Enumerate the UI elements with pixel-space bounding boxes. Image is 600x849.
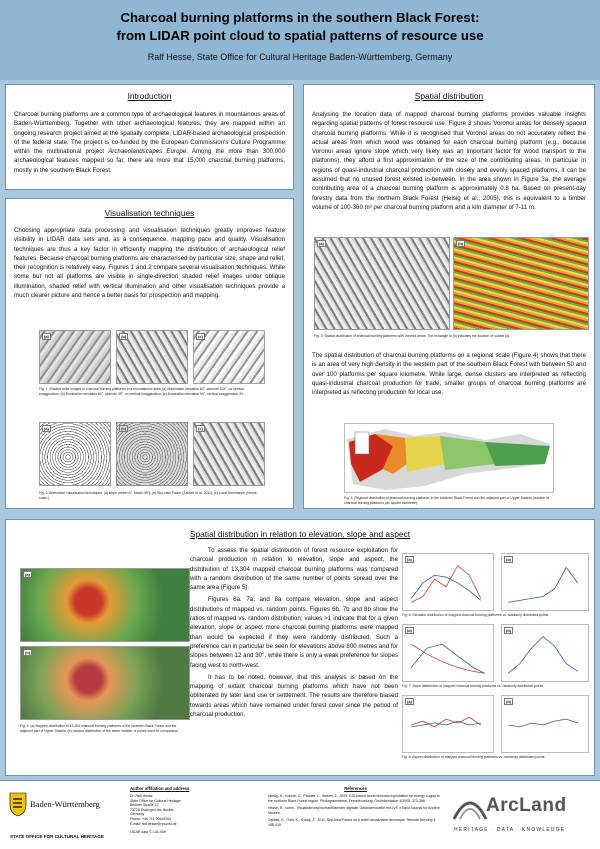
fig5b-map: (b)	[20, 646, 190, 720]
fig8b-chart: (b)	[501, 695, 589, 753]
fig2a-image: (a)	[39, 422, 111, 486]
office-name: STATE OFFICE FOR CULTURAL HERITAGE	[10, 834, 104, 839]
reference-item: Heisig, H., Kohnle, C., Pandes, L., Wetzel, J., 2005. GIS-based forest biomass exploitation for energy supply in the northern Black Forest region. Photogrammetrie, Fernerkundung, Geoinformation 4/2005, 373-386.	[268, 794, 440, 803]
elevation-paragraph-3: It has to be noted, however, that this analysis is based on the mapping of extant charcoal burning platforms which have not been obliterated by later land use or settlement. The results are therefore biased towards areas which have remained under forest cover since the period of charcoal production.	[190, 673, 398, 719]
author-affiliation	[130, 786, 240, 835]
elevation-heading: Spatial distribution in relation to elevation, slope and aspect	[189, 529, 411, 539]
fig7b-line	[502, 625, 588, 681]
fig1c-image: (c)	[193, 330, 265, 384]
fig3b-image: (b)	[453, 237, 589, 330]
poster-title	[0, 0, 600, 45]
fig2c-image: (c)	[193, 422, 265, 486]
bw-logo-text: Baden-Württemberg	[30, 799, 100, 809]
spatial-text-1: Analysing the location data of mapped charcoal burning platforms provides valuable insights regarding spatial patterns of forest resource use. Figure 3 shows Voronoi areas for densely spaced charcoal burning platforms. While it is recognised that Voronoi areas do not accurately reflect the actual areas from which wood was obtained for each charcoal burning platform (e.g., because Voronoi areas ignore slope which very likely was an important factor for wood transport to the platforms), they afford a first approximation of the size of the contributing areas. In particular in regions of quasi-industrial charcoal production with closely and evenly spaced platforms, it can be assumed that no unused forest existed in-between. In the area shown in Figure 3a, the average contributing area of a charcoal burning platform is approximately 0.8 ha. Based on present-day forestry data from the northern Black Forest (Heisig et al., 2005), this is equivalent to a timber volume of 100-360 m³ per charcoal burning platform and a kiln diameter of 7-11 m.	[312, 111, 586, 211]
poster-header	[0, 0, 600, 80]
fig1-caption: Fig. 1: Shaded relief images of charcoal burning platforms in a mountainous area. (a) illumination elevation 60°, azimuth 315°, no vertical exaggeration; (b) illumination elevation 60°, azimuth 45°, no vertical exaggeration; (c) illumination elevation 90°, vertical exaggeration 3X.	[39, 387, 245, 396]
arcland-tagline: HERITAGE · DATA · KNOWLEDGE	[454, 827, 566, 833]
title-line-1: Charcoal burning platforms in the southern Black Forest:	[120, 10, 480, 25]
reference-item: Zakšek, K., Oštir, K., Kokalj, Ž., 2011. Sky-View Factor as a relief visualization technique. Remote Sensing 3: 398-415.	[268, 818, 437, 827]
references	[268, 786, 443, 828]
coat-of-arms-icon	[8, 791, 28, 817]
arcland-logo	[448, 791, 594, 841]
author-email[interactable]: E-mail: ralf.hesse@rps.bwl.de	[130, 821, 177, 826]
visualisation-heading: Visualisation techniques	[104, 208, 195, 218]
introduction-panel	[5, 84, 294, 190]
introduction-text: Charcoal burning platforms are a common type of archaeological features in mountainous areas of Baden-Württemberg. Together with other archaeological features, they are mapped within an ongoing research project aimed at the spatially complete, LIDAR-based archaeological prospection of the federal state. The project is co-funded by the European Commission's Culture Programme within the multinational project Archaeolandscapes Europe. Among the more than 300,000 archaeological features mapped so far, there are more that 15,000 charcoal burning platforms, mostly in the southern Black Forest.	[14, 111, 285, 174]
fig2-caption: Fig. 2: Alternative visualisation techniques. (a) slope (white=0°, black=45°); (b) Sky-view Factor (Zakšek et al. 2011); (c) Local Dominance (Hesse, subm.).	[39, 491, 258, 500]
fig4-map	[344, 423, 554, 493]
fig5-caption: Fig. 5: (a) Mapped distribution of 13,304 charcoal burning platforms in the southern Black Forest and the adjacent part of Upper Swabia; (b) random distribution of the same number of points used for comparison.	[20, 724, 179, 733]
fig6a-chart: (a)	[402, 553, 494, 611]
references-heading: References	[344, 786, 367, 791]
introduction-heading: Introduction	[127, 91, 172, 101]
author-line: Ralf Hesse, State Office for Cultural Heritage Baden-Württemberg, Germany	[147, 52, 453, 62]
fig4-density-map	[345, 424, 554, 493]
fig5a-map: (a)	[20, 568, 190, 642]
fig1b-image: (b)	[116, 330, 188, 384]
lidar-note: LIDAR data © LGL-BW	[130, 830, 167, 835]
fig8-caption: Fig. 8: Aspect distribution of mapped charcoal burning platforms vs. randomly distributed points.	[402, 755, 546, 759]
spatial-distribution-panel	[303, 84, 595, 509]
title-line-2: from LIDAR point cloud to spatial patterns of resource use	[116, 28, 484, 43]
fig6b-line	[502, 554, 588, 610]
arcland-wordmark: ArcLand	[486, 795, 567, 816]
project-name: Archaeolandscapes Europe	[108, 148, 187, 156]
fig6b-chart: (b)	[501, 553, 589, 611]
fig6-caption: Fig. 6: Elevation distribution of mapped charcoal burning platforms vs. randomly distributed points.	[402, 613, 550, 617]
fig8a-chart: (a)	[402, 695, 494, 753]
fig2b-image: (b)	[116, 422, 188, 486]
fig7a-chart: (a)	[402, 624, 494, 682]
reference-item: Hesse, R., subm.. Visualisierung hochauflösender digitaler Geländemodelle mit LVF. eTopoi Journal for Ancient Studies.	[268, 806, 440, 815]
fig3-caption: Fig. 3: Spatial distribution of charcoal burning platforms with Voronoi areas. The rectangle in (b) indicates the location of subset (a).	[314, 334, 511, 338]
visualisation-text: Choosing appropriate data processing and visualisation techniques greatly improves feature visibility in LIDAR data sets and, as a consequence, mapping pace and quality. Visualisation techniques are thus a key factor in efficiently mapping the distribution of archaeological relief features. Because charcoal burning platforms are characterised by particular size, shape and relief, their recognition is relatively easy. Figures 1 and 2 compare several visualisation techniques. While some but not all platforms are visible in single-direction shaded relief images under oblique illumination, shaded relief with vertical illumination and other visualisation techniques provide a much clearer picture and hence a better basis for prospection and mapping.	[14, 227, 285, 300]
elevation-text	[190, 546, 398, 719]
elevation-paragraph-1: To assess the spatial distribution of forest resource exploitation for charcoal production in relation to elevation, slope and aspect, the distribution of 13,304 mapped charcoal burning platforms was compared with a random distribution of the same number of points spread over the same area (Figure 5).	[190, 547, 398, 592]
fig4-caption: Fig. 4: Regional distribution of charcoal burning platforms in the southern Black Forest and the adjacent part of Upper Swabia (number of charcoal burning platforms per square kilometre).	[344, 496, 550, 505]
fig7-caption: Fig. 7: Slope distribution of mapped charcoal burning platforms vs. randomly distributed points.	[402, 684, 544, 688]
elevation-paragraph-2: Figures 6a, 7a, and 8a compare elevation, slope and aspect distributions of mapped vs. random points. Figures 6b, 7b and 8b show the ratios of mapped vs. random distribution; values >1 indicate that for a given elevation, slope or aspect more charcoal burning platforms were mapped than would be expected if they were randomly distributed. Such a preference can in particular be seen for elevations above 800 metres and for slopes between 12 and 30°, while there is only a weak preference for slopes facing west to north-west.	[190, 596, 398, 669]
spatial-distribution-heading: Spatial distribution	[414, 91, 484, 101]
author-affiliation-heading: Author affiliation and address	[130, 786, 190, 791]
visualisation-panel	[5, 198, 294, 509]
fig6a-lines	[403, 554, 493, 610]
spatial-text-2: The spatial distribution of charcoal burning platforms on a regional scale (Figure 4) shows that there is an area of very high density in the western part of the southern Black Forest with between 50 and over 100 platforms per square kilometre. While large, dense clusters are interpreted as reflecting quasi-industrial charcoal production for trade, smaller groups of charcoal burning platforms are interpreted as reflecting production for local use.	[312, 352, 586, 397]
arcland-icon	[450, 793, 490, 823]
fig8b-line	[502, 696, 588, 752]
author-address: Dr. Ralf Hesse State Office for Cultural Heritage Berliner Straße 12 73728 Esslingen am Neckar Germany Phone: +49 711 90445304 E-mail: ralf.hesse@rps.bwl.de	[130, 794, 240, 826]
elevation-slope-aspect-panel	[5, 519, 595, 776]
fig8a-lines	[403, 696, 493, 752]
fig1a-image: (a)	[39, 330, 111, 384]
fig7a-lines	[403, 625, 493, 681]
fig3a-image: (a)	[314, 237, 450, 330]
fig7b-chart: (b)	[501, 624, 589, 682]
poster-footer	[0, 780, 600, 849]
